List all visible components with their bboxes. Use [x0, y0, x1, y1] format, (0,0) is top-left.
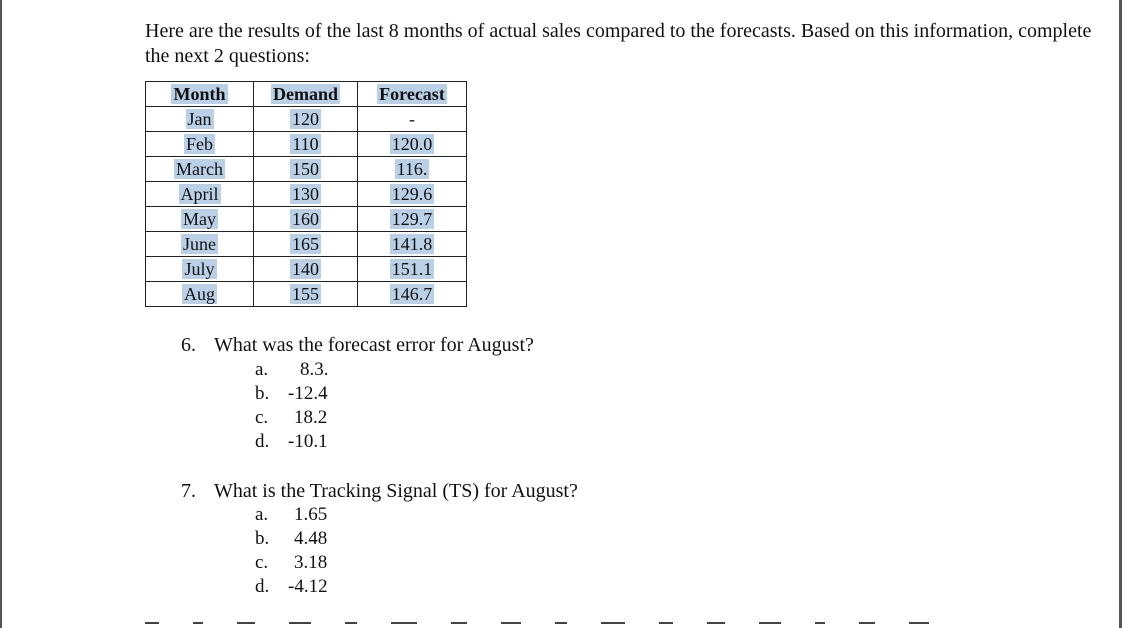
month-cell: May	[146, 207, 254, 232]
question-number: 7.	[181, 480, 196, 502]
forecast-cell: 146.7	[358, 282, 467, 307]
table-row	[146, 282, 467, 307]
option-value: 4.48	[294, 528, 328, 549]
question-text: What is the Tracking Signal (TS) for August?	[214, 480, 578, 502]
option-letter: a.	[255, 504, 269, 525]
table-row	[146, 232, 467, 257]
sales-table	[145, 81, 467, 307]
demand-cell: 165	[254, 232, 358, 257]
question-number: 6.	[181, 334, 196, 356]
table-row	[146, 182, 467, 207]
page-left-edge	[0, 0, 2, 628]
table-row	[146, 132, 467, 157]
cutoff-text-line	[145, 622, 1025, 628]
month-cell: April	[146, 182, 254, 207]
option-letter: c.	[255, 552, 269, 573]
demand-cell: 140	[254, 257, 358, 282]
table-row	[146, 207, 467, 232]
forecast-cell: -	[358, 107, 467, 132]
month-cell: Feb	[146, 132, 254, 157]
table-header-row	[146, 82, 467, 107]
forecast-cell: 116.	[358, 157, 467, 182]
month-cell: Aug	[146, 282, 254, 307]
option-value: -4.12	[288, 576, 328, 597]
demand-cell: 130	[254, 182, 358, 207]
forecast-cell: 120.0	[358, 132, 467, 157]
demand-cell: 155	[254, 282, 358, 307]
option-value: -12.4	[288, 383, 328, 404]
option-letter: d.	[255, 431, 270, 452]
forecast-cell: 129.7	[358, 207, 467, 232]
option-value: 1.65	[294, 504, 328, 525]
table-row	[146, 107, 467, 132]
intro-paragraph: Here are the results of the last 8 months of actual sales compared to the forecasts. Based on this information, complete the next 2 questions:	[145, 20, 1092, 67]
forecast-cell: 129.6	[358, 182, 467, 207]
option-value: 3.18	[294, 552, 328, 573]
forecast-cell: 151.1	[358, 257, 467, 282]
option-letter: d.	[255, 576, 270, 597]
question-text: What was the forecast error for August?	[214, 334, 534, 356]
option-value: 8.3.	[300, 359, 329, 380]
column-header-month: Month	[146, 82, 254, 107]
option-value: 18.2	[294, 407, 328, 428]
table-row	[146, 157, 467, 182]
column-header-forecast: Forecast	[358, 82, 467, 107]
demand-cell: 150	[254, 157, 358, 182]
month-cell: July	[146, 257, 254, 282]
option-letter: a.	[255, 359, 269, 380]
option-letter: c.	[255, 407, 269, 428]
table-row	[146, 257, 467, 282]
month-cell: June	[146, 232, 254, 257]
option-value: -10.1	[288, 431, 328, 452]
option-letter: b.	[255, 528, 270, 549]
demand-cell: 120	[254, 107, 358, 132]
month-cell: Jan	[146, 107, 254, 132]
forecast-cell: 141.8	[358, 232, 467, 257]
month-cell: March	[146, 157, 254, 182]
demand-cell: 110	[254, 132, 358, 157]
column-header-demand: Demand	[254, 82, 358, 107]
option-letter: b.	[255, 383, 270, 404]
demand-cell: 160	[254, 207, 358, 232]
